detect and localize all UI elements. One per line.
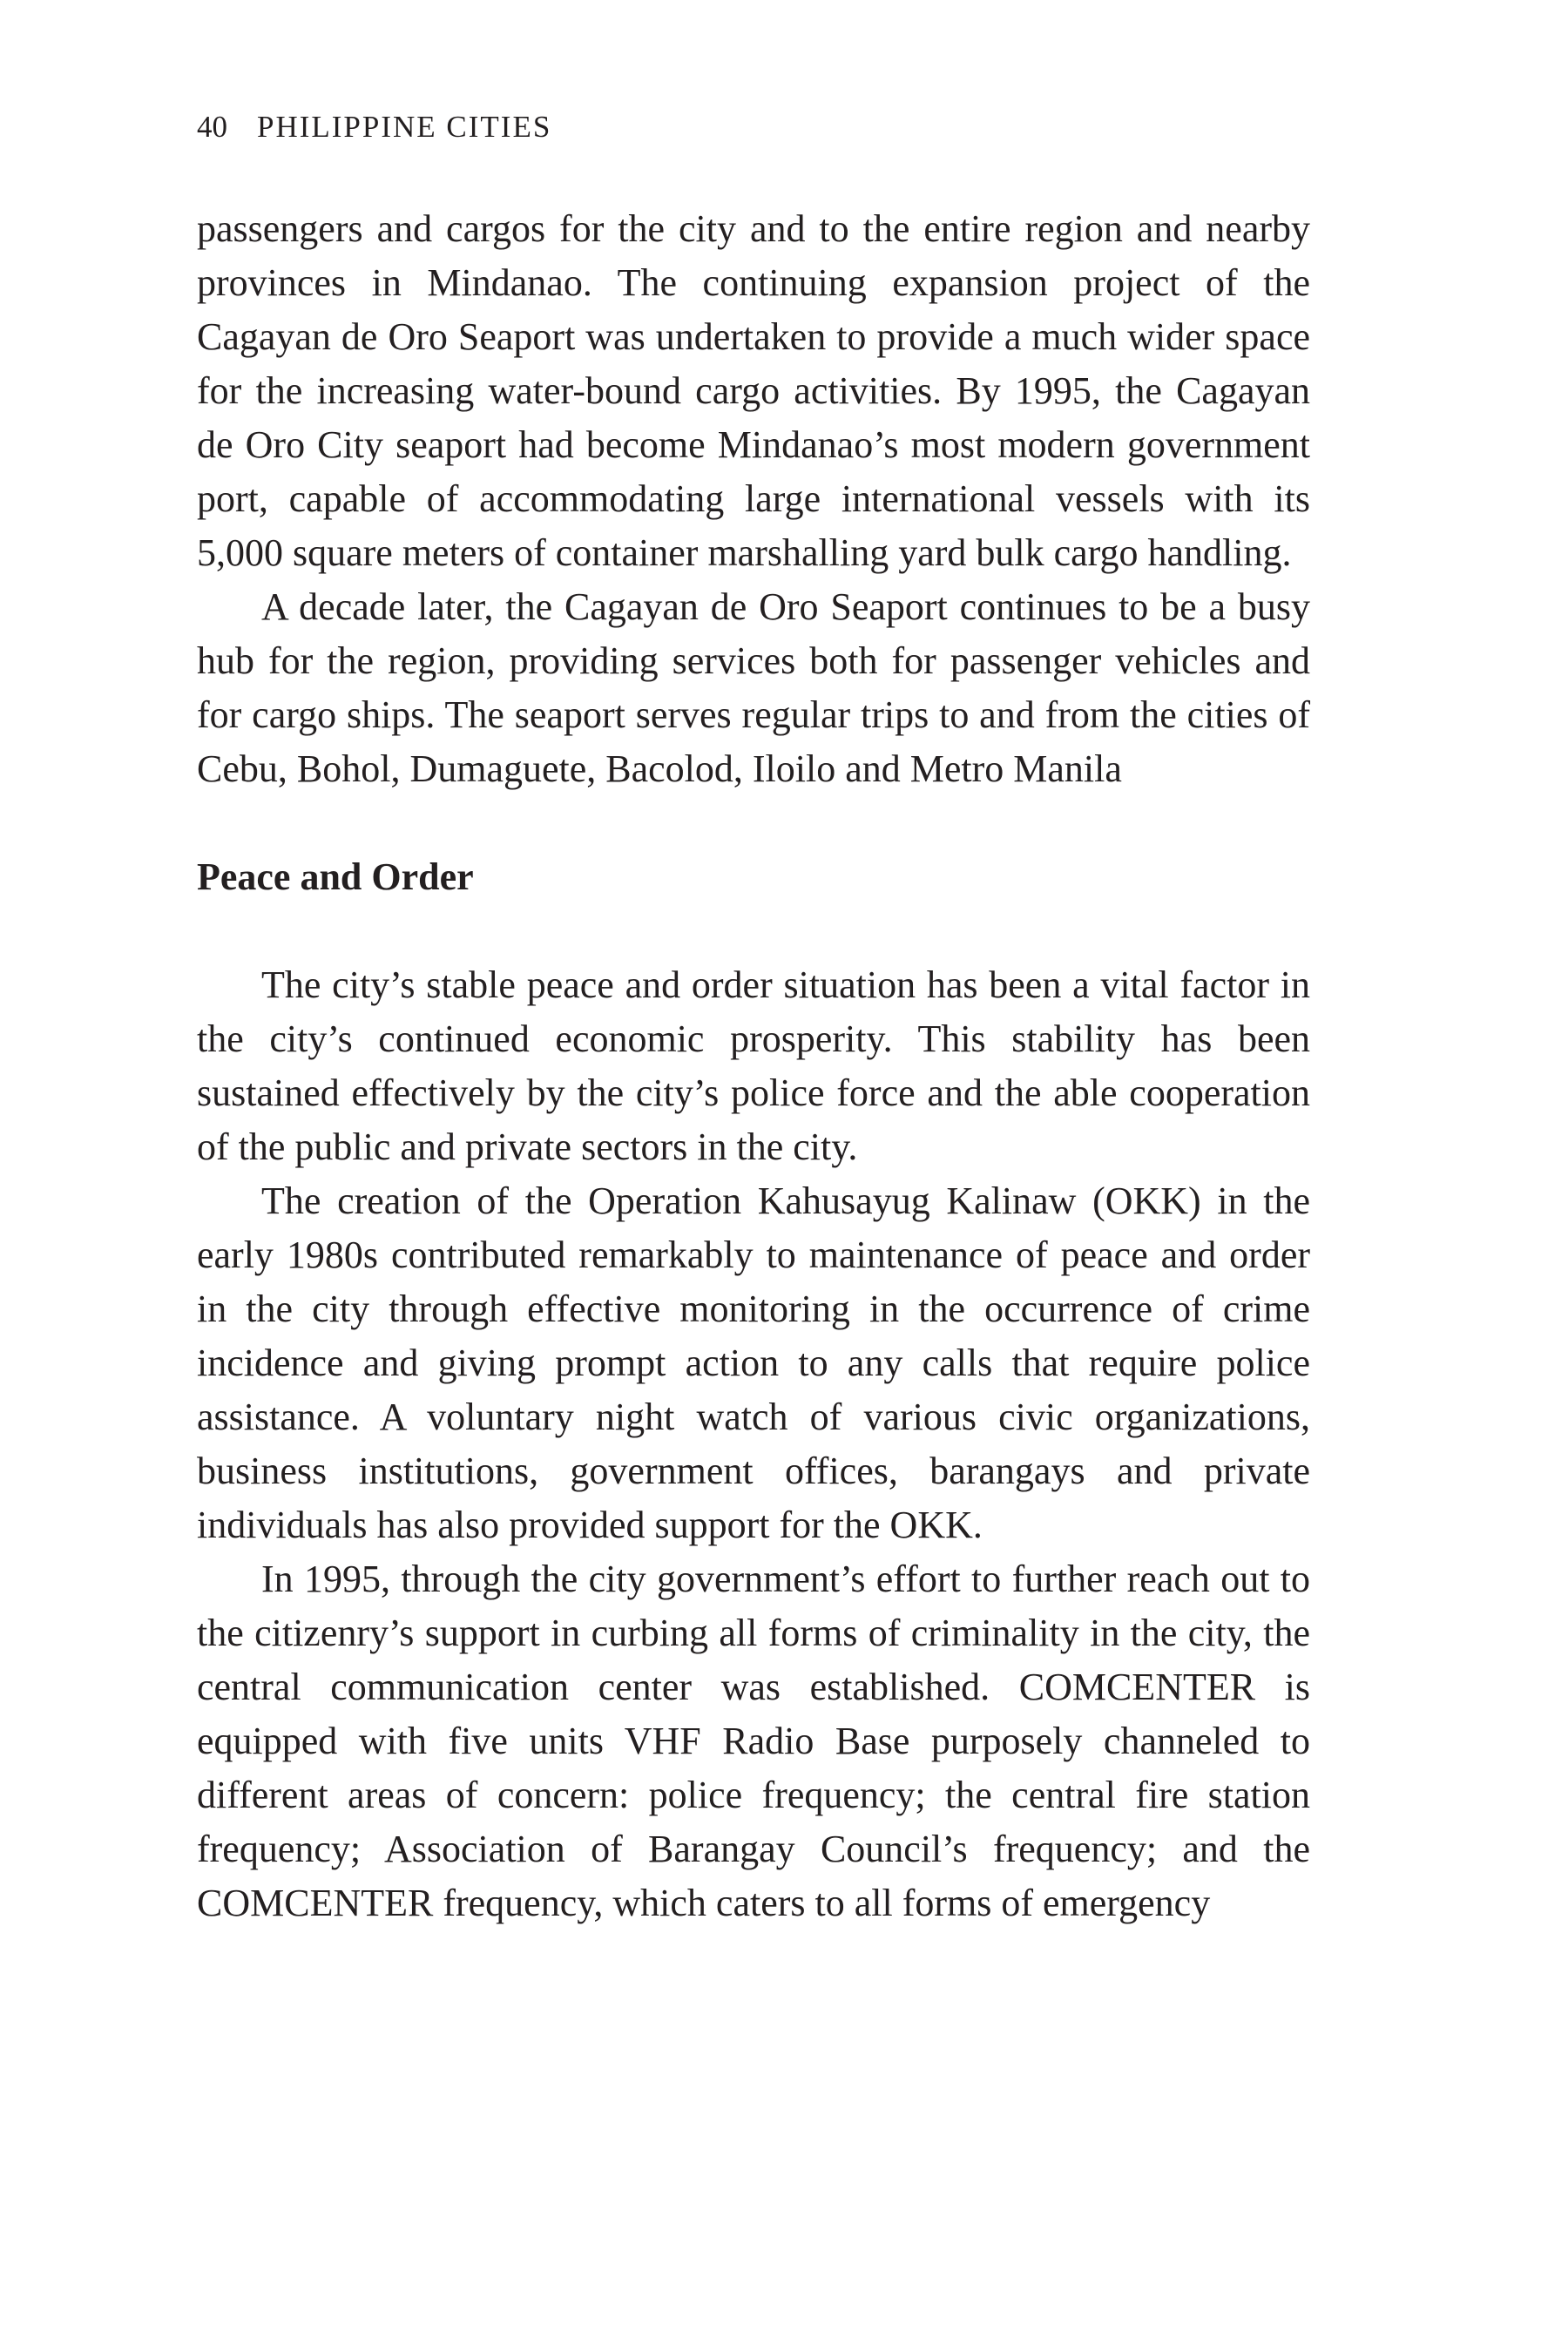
running-head: [197, 103, 551, 152]
paragraph-seaport-hub: A decade later, the Cagayan de Oro Seaport continues to be a busy hub for the region, providing services both for passenger vehicles and for cargo ships. The seaport serves regular trips to and from the cities of Cebu, Bohol, Dumaguete, Bacolod, Iloilo and Metro Manila: [197, 585, 1310, 790]
page-number: 40: [197, 110, 227, 144]
body-text: [197, 202, 1310, 1930]
paragraph-okk: The creation of the Operation Kahusayug Kalinaw (OKK) in the early 1980s contributed remarkably to maintenance of peace and order in the city through effective monitoring in the occurrence of crime incidence and giving prompt action to any calls that require police assistance. A voluntary night watch of various civic organizations, business institutions, government offices, barangays and private individuals has also provided support for the OKK.: [197, 1179, 1310, 1546]
paragraph-seaport-expansion: passengers and cargos for the city and to the entire region and nearby provinces in Mindanao. The continuing expansion project of the Cagayan de Oro Seaport was undertaken to provide a much wider space for the increasing water-bound cargo activities. By 1995, the Cagayan de Oro City seaport had become Mindanao’s most modern government port, capable of accommodating large international vessels with its 5,000 square meters of container marshalling yard bulk cargo handling.: [197, 207, 1310, 574]
running-head-title: PHILIPPINE CITIES: [257, 110, 552, 144]
section-heading: Peace and Order: [197, 855, 474, 898]
paragraph-comcenter: In 1995, through the city government’s effort to further reach out to the citizenry’s support in curbing all forms of criminality in the city, the central communication center was established. COMCENTER is equipped with five units VHF Radio Base purposely channeled to different areas of concern: police frequency; the central fire station frequency; Association of Barangay Council’s frequency; and the COMCENTER frequency, which caters to all forms of emergency: [197, 1558, 1310, 1924]
paragraph-peace-stability: The city’s stable peace and order situation has been a vital factor in the city’s continued economic prosperity. This stability has been sustained effectively by the city’s police force and the able cooperation of the public and private sectors in the city.: [197, 963, 1310, 1168]
